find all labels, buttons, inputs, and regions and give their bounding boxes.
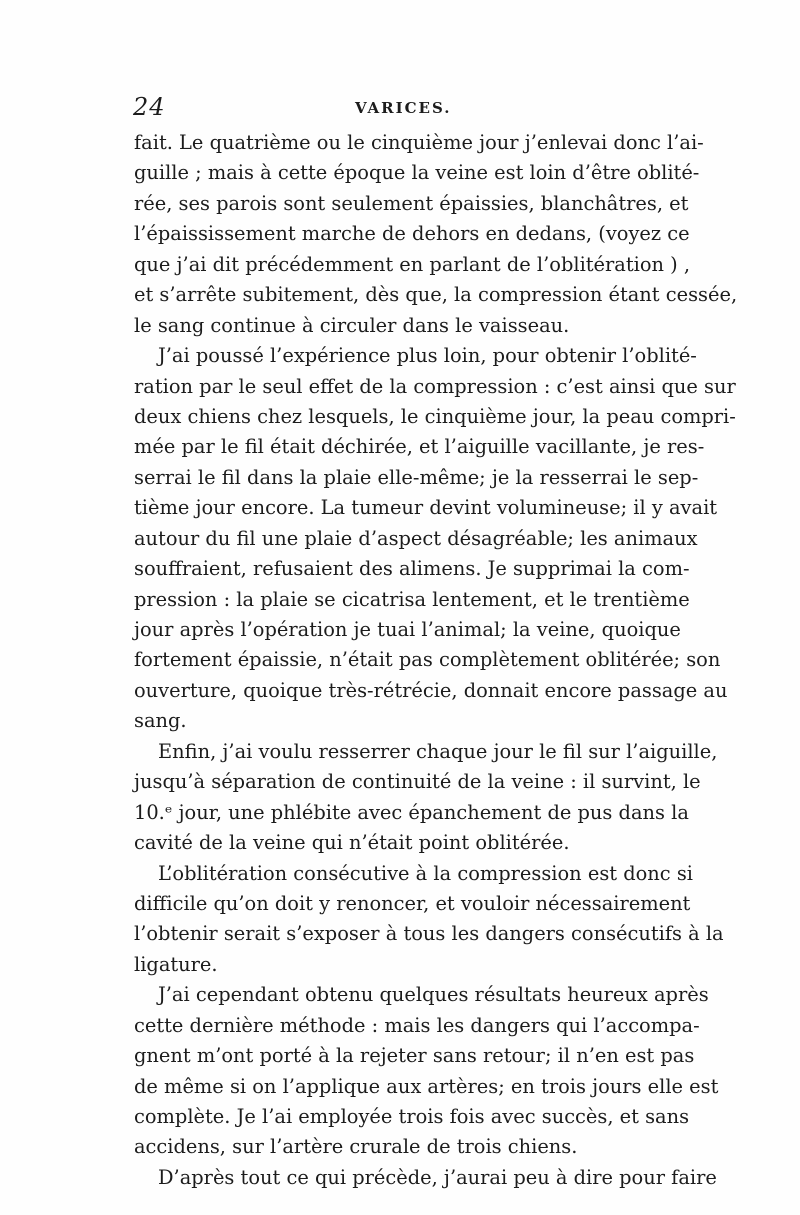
text-line: difficile qu’on doit y renoncer, et vouloir nécessairement bbox=[134, 891, 691, 915]
text-line: cavité de la veine qui n’était point oblitérée. bbox=[134, 831, 570, 855]
text-line: souffraient, refusaient des alimens. Je supprimai la com- bbox=[134, 557, 690, 581]
text-line: rée, ses parois sont seulement épaissies, blanchâtres, et bbox=[134, 191, 689, 215]
text-line: fait. Le quatrième ou le cinquième jour j’enlevai donc l’ai- bbox=[134, 131, 704, 154]
text-line: ration par le seul effet de la compression : c’est ainsi que sur bbox=[134, 374, 736, 398]
text-line: guille ; mais à cette époque la veine est loin d’être oblité- bbox=[134, 161, 700, 185]
text-line: mée par le fil était déchirée, et l’aiguille vacillante, je res- bbox=[134, 435, 705, 459]
text-line: accidens, sur l’artère crurale de trois chiens. bbox=[134, 1135, 578, 1159]
text-line: gnent m’ont porté à la rejeter sans retour; il n’en est pas bbox=[134, 1044, 695, 1068]
text-line: pression : la plaie se cicatrisa lentement, et le trentième bbox=[134, 587, 690, 611]
text-line: J’ai cependant obtenu quelques résultats heureux après bbox=[158, 983, 709, 1007]
text-line: le sang continue à circuler dans le vaisseau. bbox=[134, 313, 570, 337]
page-header bbox=[133, 92, 668, 122]
text-line: tième jour encore. La tumeur devint volumineuse; il y avait bbox=[134, 496, 718, 520]
text-line: 10.ᵉ jour, une phlébite avec épanchement de pus dans la bbox=[134, 800, 689, 824]
page-number: 24 bbox=[133, 93, 166, 121]
body-text bbox=[134, 128, 738, 1193]
text-line: l’épaississement marche de dehors en dedans, (voyez ce bbox=[134, 222, 690, 246]
text-line: Enfin, j’ai voulu resserrer chaque jour le fil sur l’aiguille, bbox=[158, 739, 718, 763]
text-line: que j’ai dit précédemment en parlant de l’oblitération ) , bbox=[134, 252, 691, 276]
text-line: de même si on l’applique aux artères; en trois jours elle est bbox=[134, 1074, 719, 1098]
text-line: l’obtenir serait s’exposer à tous les dangers consécutifs à la bbox=[134, 922, 724, 946]
text-line: ligature. bbox=[134, 952, 218, 976]
text-line: J’ai poussé l’expérience plus loin, pour obtenir l’oblité- bbox=[158, 344, 697, 368]
text-line: D’après tout ce qui précède, j’aurai peu à dire pour faire bbox=[158, 1165, 717, 1189]
text-line: serrai le fil dans la plaie elle-même; je la resserrai le sep- bbox=[134, 465, 699, 489]
text-line: fortement épaissie, n’était pas complètement oblitérée; son bbox=[134, 648, 721, 672]
text-line: et s’arrête subitement, dès que, la compression étant cessée, bbox=[134, 283, 738, 307]
text-line: deux chiens chez lesquels, le cinquième jour, la peau compri- bbox=[134, 404, 736, 428]
text-line: cette dernière méthode : mais les dangers qui l’accompa- bbox=[134, 1013, 700, 1037]
text-line: sang. bbox=[134, 709, 187, 733]
text-line: jusqu’à séparation de continuité de la veine : il survint, le bbox=[134, 770, 701, 794]
text-line: ouverture, quoique très-rétrécie, donnait encore passage au bbox=[134, 678, 728, 702]
text-line: complète. Je l’ai employée trois fois avec succès, et sans bbox=[134, 1105, 690, 1128]
running-head: VARICES. bbox=[355, 99, 452, 117]
text-line: jour après l’opération je tuai l’animal; la veine, quoique bbox=[134, 618, 681, 641]
text-line: autour du fil une plaie d’aspect désagréable; les animaux bbox=[134, 526, 698, 550]
text-line: L’oblitération consécutive à la compression est donc si bbox=[158, 861, 693, 885]
